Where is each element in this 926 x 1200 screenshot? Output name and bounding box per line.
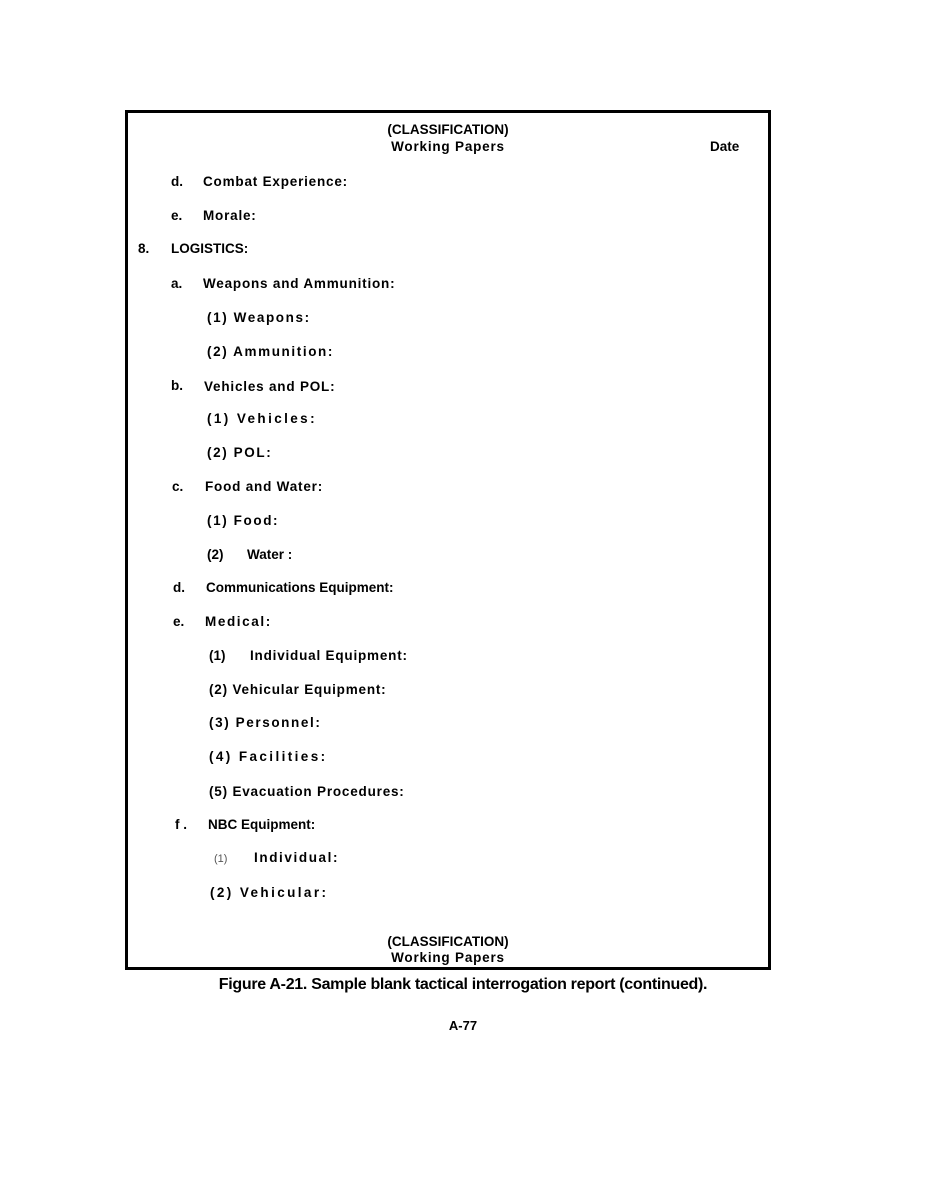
item-c-text: Food and Water: bbox=[205, 479, 323, 494]
footer-working-papers: Working Papers bbox=[391, 950, 505, 965]
page-number: A-77 bbox=[448, 1018, 478, 1033]
item-d-label: d. bbox=[171, 174, 183, 189]
item-e2-1-number: (1) bbox=[209, 648, 226, 663]
item-a-text: Weapons and Ammunition: bbox=[203, 276, 396, 291]
item-c2-text: Water : bbox=[247, 547, 293, 562]
item-b-text: Vehicles and POL: bbox=[204, 379, 336, 394]
item-c2-number: (2) bbox=[207, 547, 224, 562]
item-d-text: Combat Experience: bbox=[203, 174, 348, 189]
item-e-text: Morale: bbox=[203, 208, 257, 223]
header-classification: (CLASSIFICATION) bbox=[387, 122, 509, 137]
footer-classification: (CLASSIFICATION) bbox=[387, 934, 509, 949]
item-e2-label: e. bbox=[173, 614, 185, 629]
report-form-frame bbox=[125, 110, 771, 970]
section-8-label: 8. bbox=[138, 241, 150, 256]
item-e2-1-text: Individual Equipment: bbox=[250, 648, 408, 663]
item-e2-4: (4) Facilities: bbox=[209, 749, 328, 764]
item-c1: (1) Food: bbox=[207, 513, 280, 528]
item-e2-text: Medical: bbox=[205, 614, 272, 629]
item-a1: (1) Weapons: bbox=[207, 310, 311, 325]
item-f1-text: Individual: bbox=[254, 850, 340, 865]
section-8-heading: LOGISTICS: bbox=[171, 241, 249, 256]
item-e2-3: (3) Personnel: bbox=[209, 715, 322, 730]
item-b2: (2) POL: bbox=[207, 445, 273, 460]
item-f-text: NBC Equipment: bbox=[208, 817, 316, 832]
item-a2: (2) Ammunition: bbox=[207, 344, 334, 359]
header-working-papers: Working Papers bbox=[391, 139, 505, 154]
figure-caption: Figure A-21. Sample blank tactical interrogation report (continued). bbox=[218, 976, 708, 993]
item-d2-label: d. bbox=[173, 580, 185, 595]
item-b1: (1) Vehicles: bbox=[207, 411, 317, 426]
item-f-label: f . bbox=[175, 817, 187, 832]
item-b-label: b. bbox=[171, 378, 183, 393]
item-d2-text: Communications Equipment: bbox=[206, 580, 394, 595]
item-e2-2: (2) Vehicular Equipment: bbox=[209, 682, 387, 697]
item-c-label: c. bbox=[172, 479, 184, 494]
header-date: Date bbox=[710, 139, 740, 154]
item-a-label: a. bbox=[171, 276, 183, 291]
item-f1-number: (1) bbox=[214, 853, 228, 865]
item-f2: (2) Vehicular: bbox=[210, 885, 329, 900]
item-e2-5: (5) Evacuation Procedures: bbox=[209, 784, 405, 799]
item-e-label: e. bbox=[171, 208, 183, 223]
